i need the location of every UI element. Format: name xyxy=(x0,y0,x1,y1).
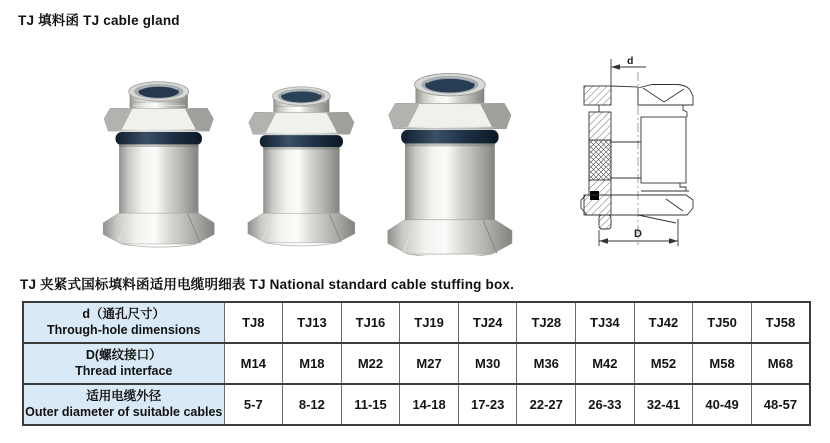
spec-cell: M22 xyxy=(341,343,400,384)
spec-cell: TJ34 xyxy=(576,302,635,343)
oring-section-square xyxy=(590,191,599,200)
spec-cell: 32-41 xyxy=(634,384,693,425)
spec-cell: 8-12 xyxy=(283,384,342,425)
row-header-en: Outer diameter of suitable cables xyxy=(25,404,223,419)
spec-cell: 48-57 xyxy=(751,384,810,425)
table-caption: TJ 夹紧式国标填料函适用电缆明细表 TJ National standard cable stuffing box. xyxy=(20,277,515,292)
spec-cell: M18 xyxy=(283,343,342,384)
spec-cell: 26-33 xyxy=(576,384,635,425)
spec-cell: TJ58 xyxy=(751,302,810,343)
page-title: TJ 填料函 TJ cable gland xyxy=(18,13,180,28)
cable-gland-photo-3 xyxy=(383,70,517,256)
spec-cell: TJ8 xyxy=(224,302,283,343)
row-header-cable-outer-diameter xyxy=(23,384,224,425)
row-header-through-hole xyxy=(23,302,224,343)
spec-cell: M27 xyxy=(400,343,459,384)
spec-cell: TJ13 xyxy=(283,302,342,343)
cable-gland-photo-1 xyxy=(97,68,220,256)
spec-cell: M30 xyxy=(458,343,517,384)
spec-cell: M42 xyxy=(576,343,635,384)
dim-arrow-d xyxy=(611,64,620,69)
spec-cell: 14-18 xyxy=(400,384,459,425)
spec-cell: M14 xyxy=(224,343,283,384)
dim-arrow-D-right xyxy=(669,238,678,243)
spec-cell: TJ16 xyxy=(341,302,400,343)
product-photo-strip xyxy=(97,60,517,256)
dim-label-d: d xyxy=(627,55,634,67)
spec-cell: 22-27 xyxy=(517,384,576,425)
dim-arrow-D-left xyxy=(599,238,608,243)
row-header-zh: 适用电缆外径 xyxy=(86,388,162,403)
cross-section-diagram xyxy=(556,52,726,252)
spec-cell: TJ42 xyxy=(634,302,693,343)
row-header-en: Thread interface xyxy=(75,363,173,378)
dim-label-D: D xyxy=(634,228,642,240)
row-header-en: Through-hole dimensions xyxy=(47,322,201,337)
row-header-zh: d（通孔尺寸） xyxy=(82,306,166,321)
row-header-thread-interface xyxy=(23,343,224,384)
spec-cell: M52 xyxy=(634,343,693,384)
row-header-zh: D(螺纹接口） xyxy=(85,347,162,362)
spec-cell: 17-23 xyxy=(458,384,517,425)
spec-cell: TJ24 xyxy=(458,302,517,343)
spec-cell: 11-15 xyxy=(341,384,400,425)
spec-cell: TJ28 xyxy=(517,302,576,343)
cable-gland-photo-2 xyxy=(242,72,361,256)
spec-row-thread-interface xyxy=(23,343,810,384)
spec-cell: 40-49 xyxy=(693,384,752,425)
spec-cell: TJ50 xyxy=(693,302,752,343)
spec-cell: TJ19 xyxy=(400,302,459,343)
spec-row-cable-outer-diameter xyxy=(23,384,810,425)
spec-row-through-hole xyxy=(23,302,810,343)
spec-table xyxy=(22,301,811,426)
spec-cell: M58 xyxy=(693,343,752,384)
spec-cell: M36 xyxy=(517,343,576,384)
spec-cell: 5-7 xyxy=(224,384,283,425)
spec-cell: M68 xyxy=(751,343,810,384)
